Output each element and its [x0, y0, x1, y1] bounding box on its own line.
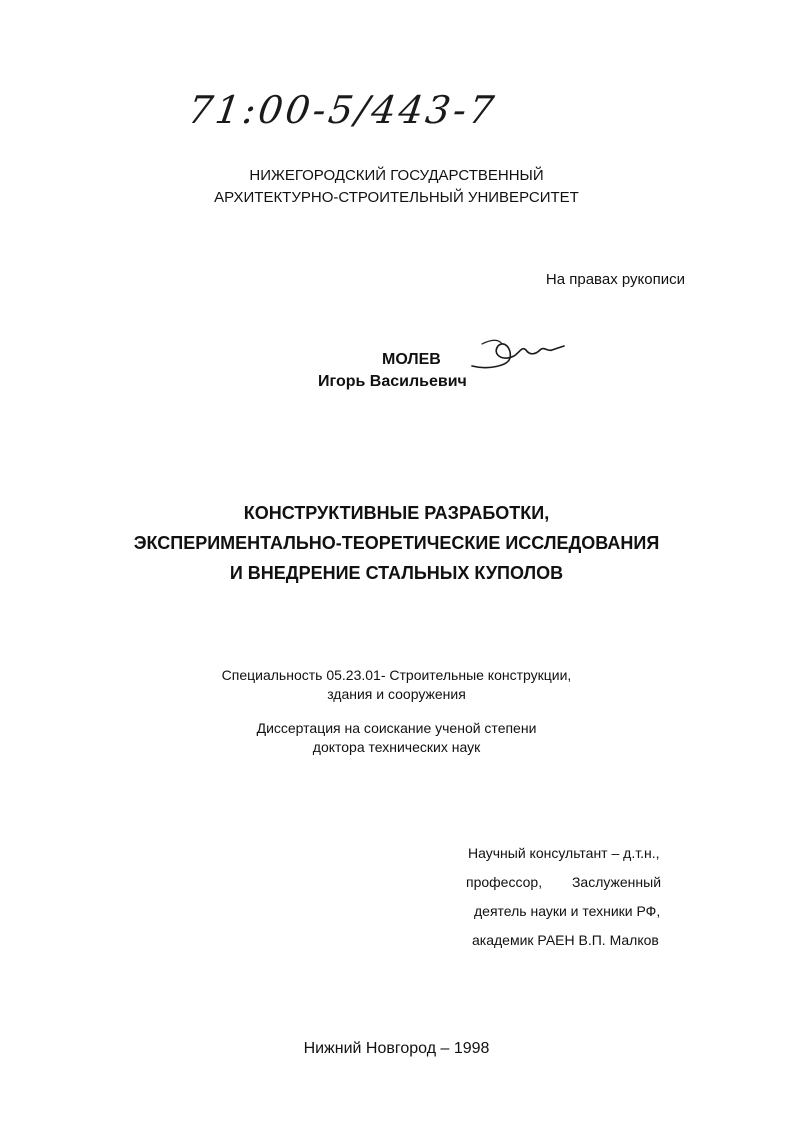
title-line-1: КОНСТРУКТИВНЫЕ РАЗРАБОТКИ,: [243, 503, 550, 523]
degree-line-1: Диссертация на соискание ученой степени: [256, 720, 537, 736]
title-line-2: ЭКСПЕРИМЕНТАЛЬНО-ТЕОРЕТИЧЕСКИЕ ИССЛЕДОВАНИЯ: [133, 533, 660, 553]
archive-number-handwritten: 71:00-5/443-7: [185, 88, 500, 132]
specialty-line-2: здания и сооружения: [327, 686, 466, 702]
dissertation-title: [0, 498, 793, 588]
specialty-block: [0, 666, 793, 704]
university-line-1: НИЖЕГОРОДСКИЙ ГОСУДАРСТВЕННЫЙ: [249, 167, 544, 184]
consultant-line-2: профессор, Заслуженный: [466, 874, 662, 890]
specialty-line-1: Специальность 05.23.01- Строительные конструкции,: [221, 667, 572, 683]
city-year: Нижний Новгород – 1998: [303, 1040, 490, 1057]
manuscript-rights-note: На правах рукописи: [545, 271, 685, 288]
degree-line-2: доктора технических наук: [312, 739, 481, 755]
consultant-line-4: академик РАЕН В.П. Малков: [472, 932, 659, 948]
degree-block: [0, 719, 793, 757]
author-signature-image: [468, 336, 568, 376]
consultant-line-3: деятель науки и техники РФ,: [474, 903, 661, 919]
university-line-2: АРХИТЕКТУРНО-СТРОИТЕЛЬНЫЙ УНИВЕРСИТЕТ: [214, 189, 579, 206]
scientific-consultant: [466, 839, 661, 955]
university-name: [0, 165, 793, 209]
title-line-3: И ВНЕДРЕНИЕ СТАЛЬНЫХ КУПОЛОВ: [229, 563, 564, 583]
consultant-line-1: Научный консультант – д.т.н.,: [468, 845, 660, 861]
author-surname: МОЛЕВ: [382, 351, 441, 368]
author-given-names: Игорь Васильевич: [318, 373, 467, 390]
